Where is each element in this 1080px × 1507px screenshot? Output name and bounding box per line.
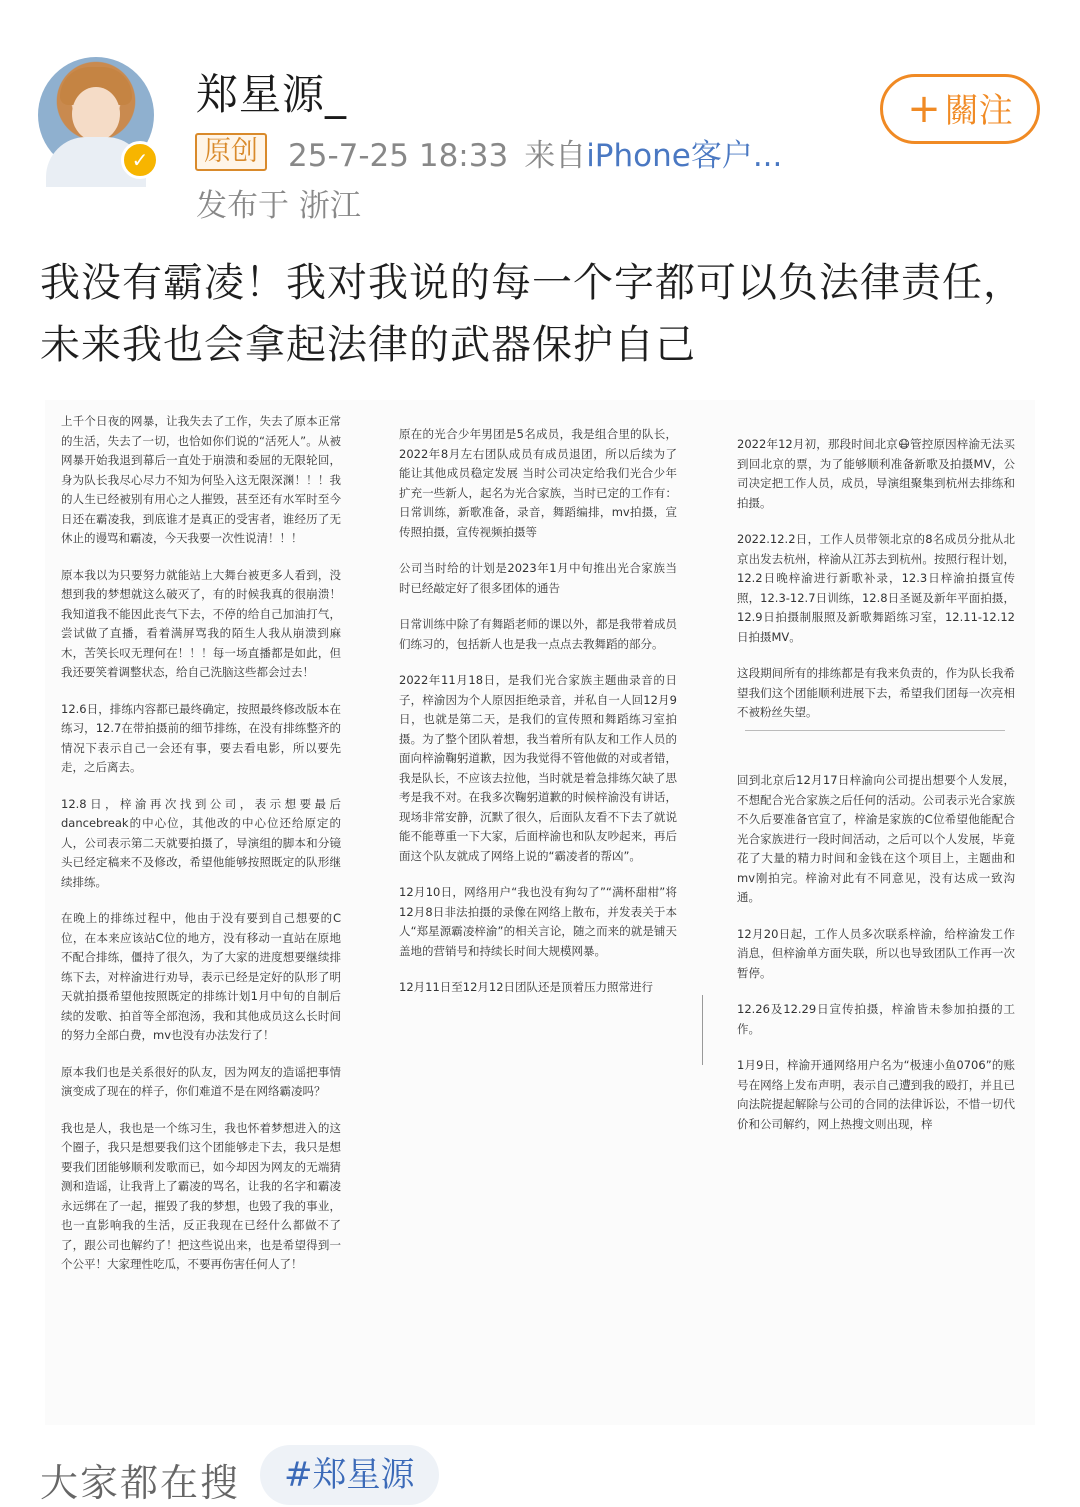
statement-paragraph: 上千个日夜的网暴，让我失去了工作，失去了原本正常的生活，失去了一切，也恰如你们说的“活死人”。从被网暴开始我退到幕后一直处于崩溃和委屈的无限轮回，身为队长我尽心尽力不知为何坠入这无限深渊！！！我的人生已经被别有用心之人摧毁，甚至还有水军时至今日还在霸凌我，到底谁才是真正的受害者，谁经历了无休止的谩骂和霸凌，今天我要一次性说清！！！	[61, 414, 341, 545]
statement-paragraph: 12月20日起，工作人员多次联系梓渝，给梓渝发工作消息，但梓渝单方面失联，所以也导致团队工作再一次暂停。	[737, 926, 1015, 980]
statement-paragraph: 公司当时给的计划是2023年1月中旬推出光合家族当时已经敲定好了很多团体的通告	[399, 561, 677, 595]
statement-paragraph: 我也是人，我也是一个练习生，我也怀着梦想进入的这个圈子，我只是想要我们这个团能够走下去，我只是想要我们团能够顺利发歌而已，如今却因为网友的无端猜测和造谣，让我背上了霸凌的骂名，让我的名字和霸凌永远绑在了一起，摧毁了我的梦想，也毁了我的事业，也一直影响我的生活，反正我现在已经什么都做不了了，跟公司也解约了！把这些说出来，也是希望得到一个公平！大家理性吃瓜，不要再伤害任何人了！	[61, 1120, 341, 1271]
statement-paragraph: 2022年11月18日，是我们光合家族主题曲录音的日子，梓渝因为个人原因拒绝录音，并私自一人回12月9日，也就是第二天，是我们的宣传照和舞蹈练习室拍摄。为了整个团队着想，我当着所有队友和工作人员的面向梓渝鞠躬道歉，因为我觉得不管他做的对或者错，我是队长，不应该去拉他，当时就是着急排练欠缺了思考是我不对。在我多次鞠躬道歉的时候梓渝没有讲话，现场非常安静，沉默了很久，后面队友看不下去了就说能不能尊重一下大家，后面梓渝也和队友吵起来，再后面这个队友就成了网络上说的“霸凌者的帮凶”。	[399, 673, 677, 863]
statement-paragraph: 原本我们也是关系很好的队友，因为网友的造谣把事情演变成了现在的样子，你们难道不是在网络霸凌吗？	[61, 1064, 341, 1098]
post-timestamp: 25-7-25 18:33	[288, 138, 509, 174]
statement-paragraph: 12.26及12.29日宣传拍摄，梓渝皆未参加拍摄的工作。	[737, 1002, 1015, 1036]
statement-column-2	[399, 425, 677, 1075]
source-device-link[interactable]: iPhone客户...	[586, 138, 783, 174]
statement-column-1	[61, 412, 341, 1292]
trending-search-label: 大家都在搜	[40, 1461, 241, 1505]
column-divider	[702, 995, 703, 1065]
statement-paragraph: 1月9日，梓渝开通网络用户名为“极速小鱼0706”的账号在网络上发布声明，表示自己遭到我的殴打，并且已向法院提起解除与公司的合同的法律诉讼，不惜一切代价和公司解约，网上热搜文则出现，梓	[737, 1058, 1015, 1131]
statement-paragraph: 回到北京后12月17日梓渝向公司提出想要个人发展，不想配合光合家族之后任何的活动。公司表示光合家族不久后要准备官宣了，梓渝是家族的C位希望他能配合光合家族进行一段时间活动，之后可以个人发展，毕竟花了大量的精力时间和金钱在这个项目上，主题曲和mv刚拍完。梓渝对此有不同意见，没有达成一致沟通。	[737, 773, 1015, 904]
statement-paragraph: 12月11日至12月12日团队还是顶着压力照常进行	[399, 980, 654, 994]
username[interactable]: 郑星源_	[196, 70, 348, 119]
post-meta	[288, 130, 782, 175]
statement-block-top	[737, 435, 1015, 725]
avatar-face	[72, 87, 120, 141]
plus-icon: +	[907, 86, 941, 132]
statement-paragraph: 原本我以为只要努力就能站上大舞台被更多人看到，没想到我的梦想就这么破灭了，有的时候我真的很崩溃！我知道我不能因此丧气下去，不停的给自己加油打气，尝试做了直播，看着满屏骂我的陌生人我从崩溃到麻木，苦笑长叹无理何在！！！每一场直播都是如此，但我还要笑着调整状态，给自己洗脑这些都会过去！	[61, 567, 341, 679]
verified-badge-icon: ✓	[121, 141, 159, 179]
statement-paragraph: 2022年12月初，那段时间北京😷管控原因梓渝无法买到回北京的票，为了能够顺利准备新歌及拍摄MV，公司决定把工作人员，成员，导演组聚集到杭州去排练和拍摄。	[737, 437, 1015, 510]
follow-label: 關注	[944, 91, 1013, 131]
post-location: 发布于 浙江	[196, 188, 361, 224]
hashtag-chip[interactable]: #郑星源	[260, 1445, 439, 1505]
statement-paragraph: 2022.12.2日，工作人员带领北京的8名成员分批从北京出发去杭州，梓渝从江苏去到杭州。按照行程计划，12.2日晚梓渝进行新歌补录，12.3日梓渝拍摄宣传照，12.3-12.7日训练，12.8日圣诞及新年平面拍摄，12.9日拍摄制服照及新歌舞蹈练习室，12.11-12.12日拍摄MV。	[737, 532, 1015, 644]
statement-block-bottom	[737, 771, 1015, 1131]
statement-paragraph: 日常训练中除了有舞蹈老师的课以外，都是我带着成员们练习的，包括新人也是我一点点去教舞蹈的部分。	[399, 617, 677, 651]
follow-button[interactable]	[880, 74, 1040, 144]
statement-image[interactable]	[45, 400, 1035, 1425]
section-divider	[745, 730, 1005, 731]
original-tag: 原创	[195, 133, 267, 171]
statement-paragraph: 这段期间所有的排练都是有我来负责的，作为队长我希望我们这个团能顺利进展下去，希望我们团每一次亮相不被粉丝失望。	[737, 666, 1015, 719]
statement-paragraph: 原在的光合少年男团是5名成员，我是组合里的队长，2022年8月左右团队成员有成员退团，所以后续为了能让其他成员稳定发展 当时公司决定给我们光合少年扩充一些新人，起名为光合家族，当时已定的工作有：日常训练，新歌准备，录音，舞蹈编排，mv拍摄，宣传照拍摄，宣传视频拍摄等	[399, 427, 677, 539]
statement-paragraph: 12.8日，梓渝再次找到公司，表示想要最后dancebreak的中心位，其他改的中心位还给原定的人，公司表示第二天就要拍摄了，导演组的脚本和分镜头已经定稿来不及修改，希望他能够按照既定的队形继续排练。	[61, 796, 341, 889]
statement-column-3	[737, 435, 1015, 1131]
statement-paragraph: 12月10日，网络用户“我也没有狗勾了”“满杯甜柑”将12月8日非法拍摄的录像在网络上散布，并发表关于本人“郑星源霸凌梓渝”的相关言论，随之而来的就是铺天盖地的营销号和持续长时间大规模网暴。	[399, 885, 677, 958]
source-prefix: 来自	[524, 138, 587, 174]
post-text: 我没有霸凌！我对我说的每一个字都可以负法律责任，未来我也会拿起法律的武器保护自己	[40, 260, 1024, 368]
statement-paragraph: 12.6日，排练内容都已最终确定，按照最终修改版本在练习，12.7在带拍摄前的细节排练，在没有排练整齐的情况下表示自己一会还有事，要去看电影，所以要先走，之后离去。	[61, 701, 341, 774]
statement-paragraph: 在晚上的排练过程中，他由于没有要到自己想要的C位，在本来应该站C位的地方，没有移动一直站在原地不配合排练，僵持了很久，为了大家的进度想要继续排练下去，对梓渝进行劝导，表示已经是定好的队形了明天就拍摄希望他按照既定的排练计划1月中旬的自制后续的发歌、拍首等全部泡汤，我和其他成员这么长时间的努力全部白费，mv也没有办法发行了！	[61, 911, 341, 1042]
